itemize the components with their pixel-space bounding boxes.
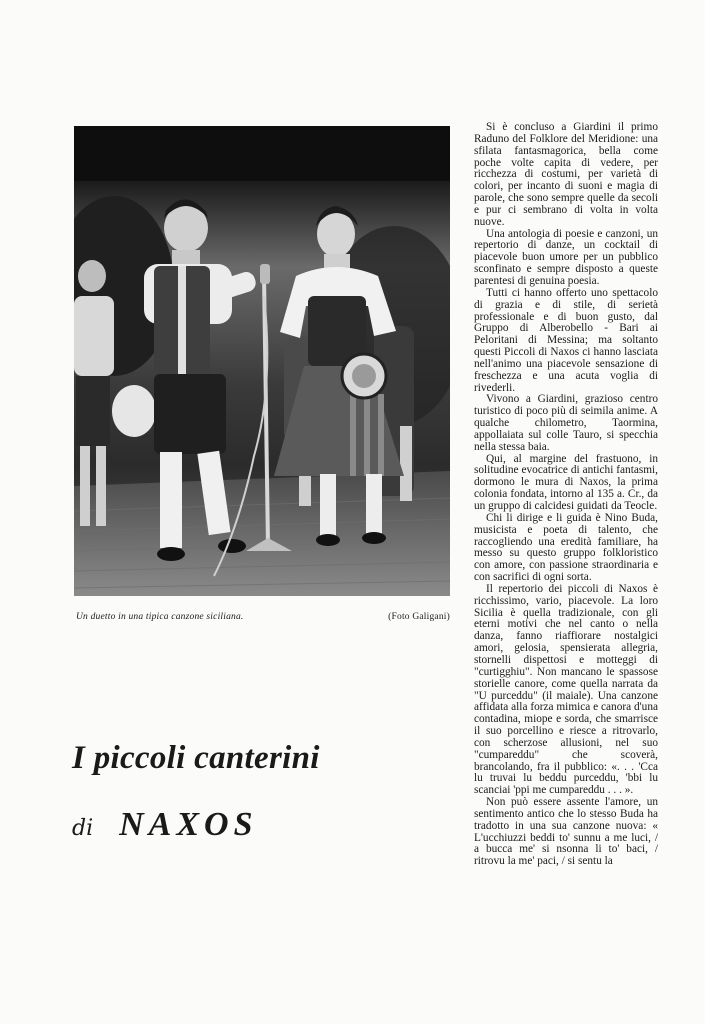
title-naxos: NAXOS (119, 806, 258, 843)
photo (74, 126, 450, 596)
title-di: di (72, 816, 94, 841)
photo-credit: (Foto Galigani) (388, 612, 450, 622)
article-paragraph: Chi li dirige e li guida è Nino Buda, musicista e poeta di talento, che raccogliendo una eredità familiare, ha messo su questo gruppo folkloristico con amore, con passione straordinaria e con sacrifici di ogni sorta. (474, 511, 658, 584)
article-paragraph: Il repertorio dei piccoli di Naxos è ricchissimo, vario, piacevole. La loro Sicilia è quella tradizionale, con gli eterni motivi che nel canto o nella danza, fanno riaffiorare nostalgici amori, gelosia, spensierata allegria, stornelli dispettosi e motteggi di "curtigghiu". Non mancano le spassose storielle canore, come quella narrata da "U purceddu" (il maiale). Una canzone affidata alla forza mimica e canora d'una contadina, miope e sorda, che smarrisce il suo porcellino e riesce a ritrovarlo, con scherzose allusioni, nel suo "cumpareddu" che scoverà, brancolando, fra il pubblico: «. . . 'Cca lu truvai lu beddu purceddu, 'bbi lu scanciai 'ppi me cumpareddu . . . ». (474, 582, 658, 797)
article-paragraph: Vivono a Giardini, grazioso centro turistico di poco più di seimila anime. A qualche chilometro, Taormina, appollaiata sul colle Tauro, si specchia nella stessa baia. (474, 393, 658, 453)
article-title-line2 (72, 806, 258, 844)
article-title: I piccoli canterini (72, 740, 320, 776)
article-body (474, 122, 658, 868)
article-paragraph: Tutti ci hanno offerto uno spettacolo di grazia e di stile, di serietà professionale e di buon gusto, dal Gruppo di Alberobello - Bari ai Peloritani di Messina; ma soltanto questi Piccoli di Naxos ci hanno lasciata nell'animo una piacevole sensazione di freschezza e una acuta voglia di rivederli. (474, 286, 658, 394)
photo-caption (74, 612, 450, 628)
article-paragraph: Non può essere assente l'amore, un sentimento antico che lo stesso Buda ha tradotto in una sua canzone nuova: « L'ucchiuzzi beddi to' sunnu a me luci, / a bucca me' si nsonna li to' baci, / ritrovu la me' paci, / si sentu la (474, 796, 658, 868)
caption-text: Un duetto in una tipica canzone siciliana. (76, 612, 244, 622)
article-paragraph: Si è concluso a Giardini il primo Raduno del Folklore del Meridione: una sfilata fantasmagorica, bella come poche volte capita di vedere, per ricchezza di costumi, per varietà di colori, per incanto di suoni e magia di parole, che sono sempre quelle da secoli e pur ci sembrano di volta in volta nuove. (474, 121, 658, 228)
article-paragraph: Qui, al margine del frastuono, in solitudine evocatrice di antichi fantasmi, dormono le mura di Naxos, la prima colonia fondata, intorno al 135 a. Cr., da un gruppo di calcidesi guidati da Teocle. (474, 452, 658, 512)
photo-image (74, 126, 450, 596)
article-paragraph: Una antologia di poesie e canzoni, un repertorio di danze, un cocktail di piacevole buon umore per un pubblico sconfinato e sempre disposto a queste parentesi di genuina poesia. (474, 227, 658, 287)
